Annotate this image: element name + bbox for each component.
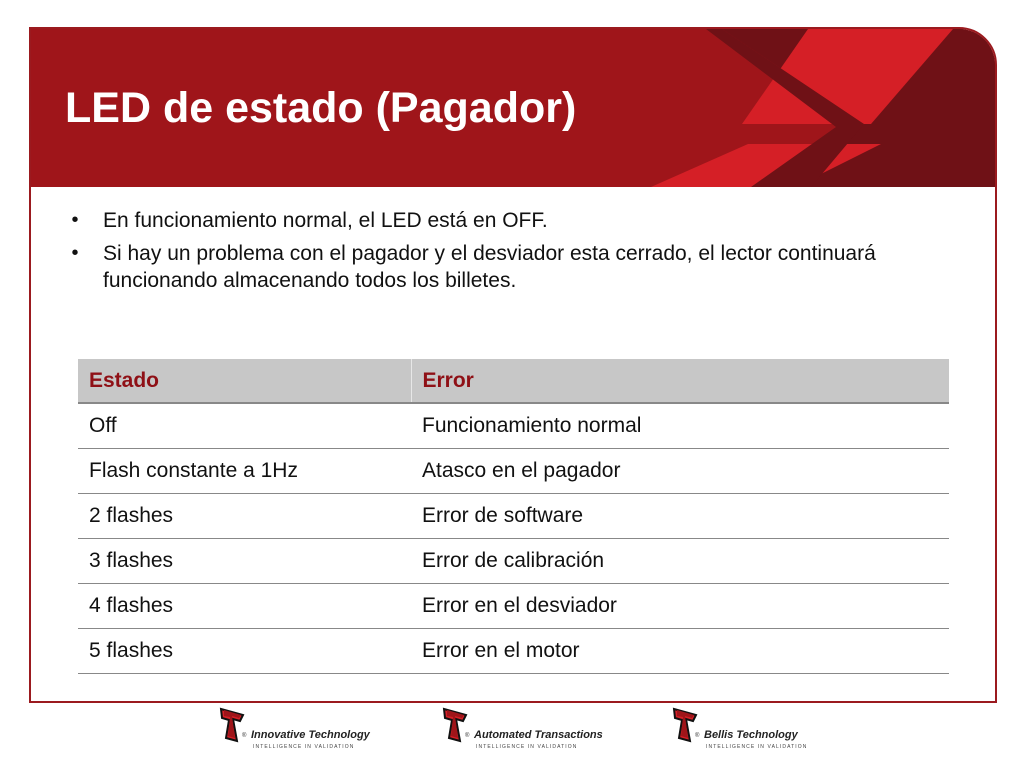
estado-cell: 3 flashes: [78, 539, 411, 584]
table-row: [78, 494, 949, 539]
error-cell: Error en el motor: [411, 629, 949, 674]
table-header: [78, 359, 949, 403]
logo-name: Automated Transactions: [474, 729, 603, 741]
bullet-marker: •: [71, 209, 79, 231]
estado-cell: 2 flashes: [78, 494, 411, 539]
slide-title: LED de estado (Pagador): [65, 84, 577, 132]
bullet-list: [65, 207, 965, 300]
logo-automated-transactions: [442, 705, 672, 753]
estado-cell: 5 flashes: [78, 629, 411, 674]
logo-tagline: INTELLIGENCE IN VALIDATION: [706, 744, 808, 750]
logo-bellis-technology: [672, 705, 902, 753]
error-cell: Error de calibración: [411, 539, 949, 584]
column-header-estado: Estado: [78, 359, 411, 403]
estado-cell: Flash constante a 1Hz: [78, 449, 411, 494]
header-band: [31, 29, 995, 187]
led-status-table: [78, 359, 949, 674]
estado-cell: 4 flashes: [78, 584, 411, 629]
logo-tagline: INTELLIGENCE IN VALIDATION: [253, 744, 355, 750]
logo-name: Bellis Technology: [704, 729, 798, 741]
column-header-error: Error: [411, 359, 949, 403]
table-row: [78, 539, 949, 584]
table-header-row: [78, 359, 949, 403]
logo-innovative-technology: [219, 705, 449, 753]
bullet-item: [65, 207, 965, 234]
slide-frame: [29, 27, 997, 703]
bullet-text: En funcionamiento normal, el LED está en OFF.: [103, 209, 548, 232]
registered-mark: ®: [465, 733, 470, 739]
error-cell: Error en el desviador: [411, 584, 949, 629]
bullet-text: Si hay un problema con el pagador y el desviador esta cerrado, el lector continuará funcionando almacenando todos los billetes.: [103, 242, 876, 292]
table-body: [78, 403, 949, 674]
error-cell: Error de software: [411, 494, 949, 539]
footer-logos: [0, 705, 1024, 760]
table-row: [78, 629, 949, 674]
bullet-marker: •: [71, 242, 79, 264]
table-row: [78, 449, 949, 494]
estado-cell: Off: [78, 403, 411, 449]
table-row: [78, 403, 949, 449]
logo-name: Innovative Technology: [251, 729, 370, 741]
table-row: [78, 584, 949, 629]
registered-mark: ®: [695, 733, 700, 739]
logo-tagline: INTELLIGENCE IN VALIDATION: [476, 744, 578, 750]
error-cell: Funcionamiento normal: [411, 403, 949, 449]
error-cell: Atasco en el pagador: [411, 449, 949, 494]
bullet-item: [65, 240, 965, 294]
registered-mark: ®: [242, 733, 247, 739]
